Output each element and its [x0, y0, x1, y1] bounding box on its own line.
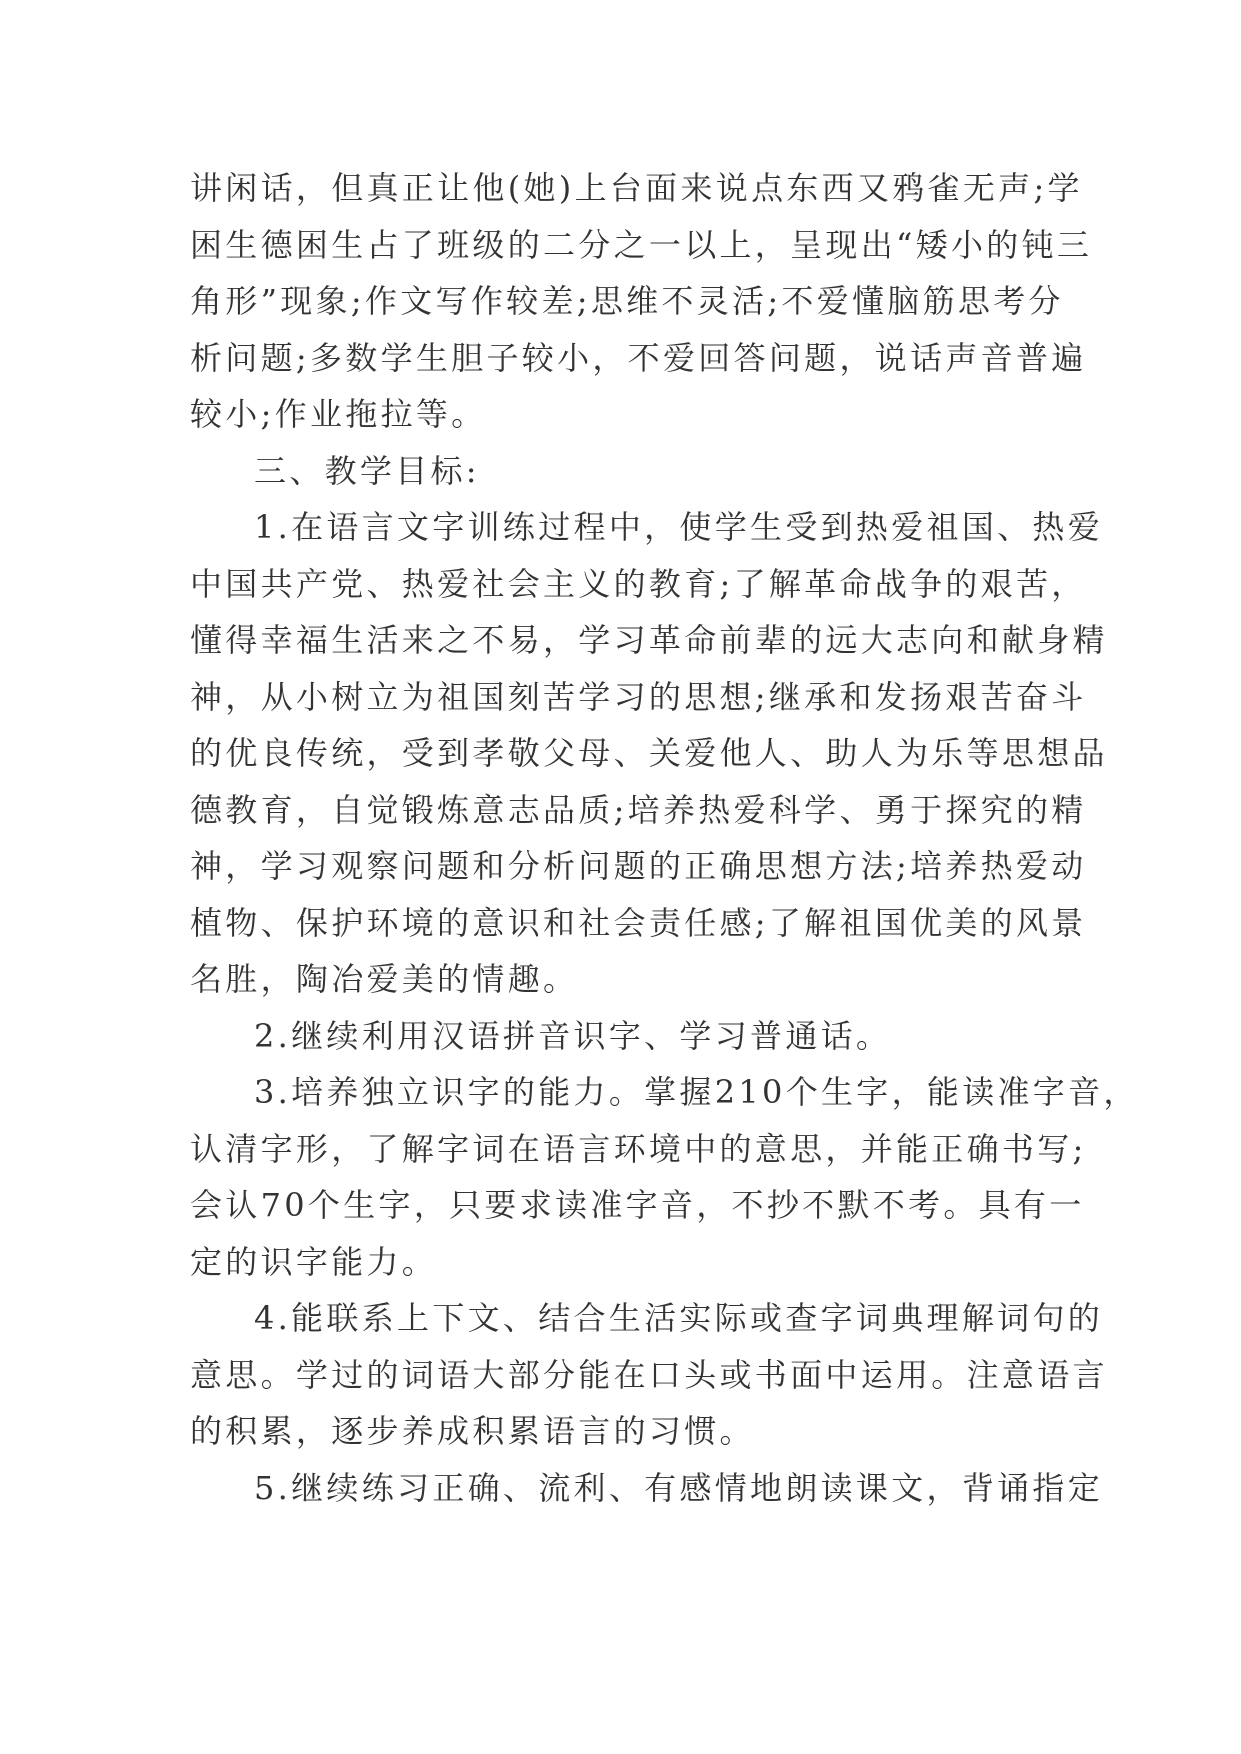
text-line: 的积累，逐步养成积累语言的习惯。	[190, 1412, 755, 1450]
text-line: 析问题;多数学生胆子较小，不爱回答问题，说话声音普遍	[190, 338, 1087, 377]
text-line: 角形”现象;作文写作较差;思维不灵活;不爱懂脑筋思考分	[190, 282, 1064, 320]
text-line: 较小;作业拖拉等。	[190, 395, 487, 433]
text-line: 的优良传统，受到孝敬父母、关爱他人、助人为乐等思想品	[190, 734, 1108, 772]
section-heading: 三、教学目标:	[254, 451, 480, 490]
text-line: 困生德困生占了班级的二分之一以上，呈现出“矮小的钝三	[190, 225, 1093, 264]
text-line: 1.在语言文字训练过程中，使学生受到热爱祖国、热爱	[254, 508, 1104, 546]
text-line: 5.继续练习正确、流利、有感情地朗读课文，背诵指定	[254, 1468, 1104, 1507]
text-line: 讲闲话，但真正让他(她)上台面来说点东西又鸦雀无声;学	[190, 169, 1083, 207]
text-line: 会认70个生字，只要求读准字音，不抄不默不考。具有一	[190, 1186, 1085, 1224]
text-line: 意思。学过的词语大部分能在口头或书面中运用。注意语言	[190, 1355, 1108, 1394]
text-line: 认清字形，了解字词在语言环境中的意思，并能正确书写;	[190, 1129, 1087, 1168]
text-line: 2.继续利用汉语拼音识字、学习普通话。	[254, 1016, 892, 1055]
document-body	[190, 160, 1139, 1516]
text-line: 神，学习观察问题和分析问题的正确思想方法;培养热爱动	[190, 847, 1087, 885]
text-line: 4.能联系上下文、结合生活实际或查字词典理解词句的	[254, 1299, 1104, 1337]
text-line: 德教育，自觉锻炼意志品质;培养热爱科学、勇于探究的精	[190, 790, 1087, 829]
text-line: 名胜，陶冶爱美的情趣。	[190, 960, 579, 998]
text-line: 神，从小树立为祖国刻苦学习的思想;继承和发扬艰苦奋斗	[190, 677, 1087, 716]
text-line: 植物、保护环境的意识和社会责任感;了解祖国优美的风景	[190, 903, 1087, 942]
text-line: 3.培养独立识字的能力。掌握210个生字，能读准字音，	[254, 1073, 1139, 1111]
text-line: 懂得幸福生活来之不易，学习革命前辈的远大志向和献身精	[190, 621, 1108, 659]
text-line: 定的识字能力。	[190, 1242, 438, 1281]
text-line: 中国共产党、热爱社会主义的教育;了解革命战争的艰苦，	[190, 564, 1087, 603]
